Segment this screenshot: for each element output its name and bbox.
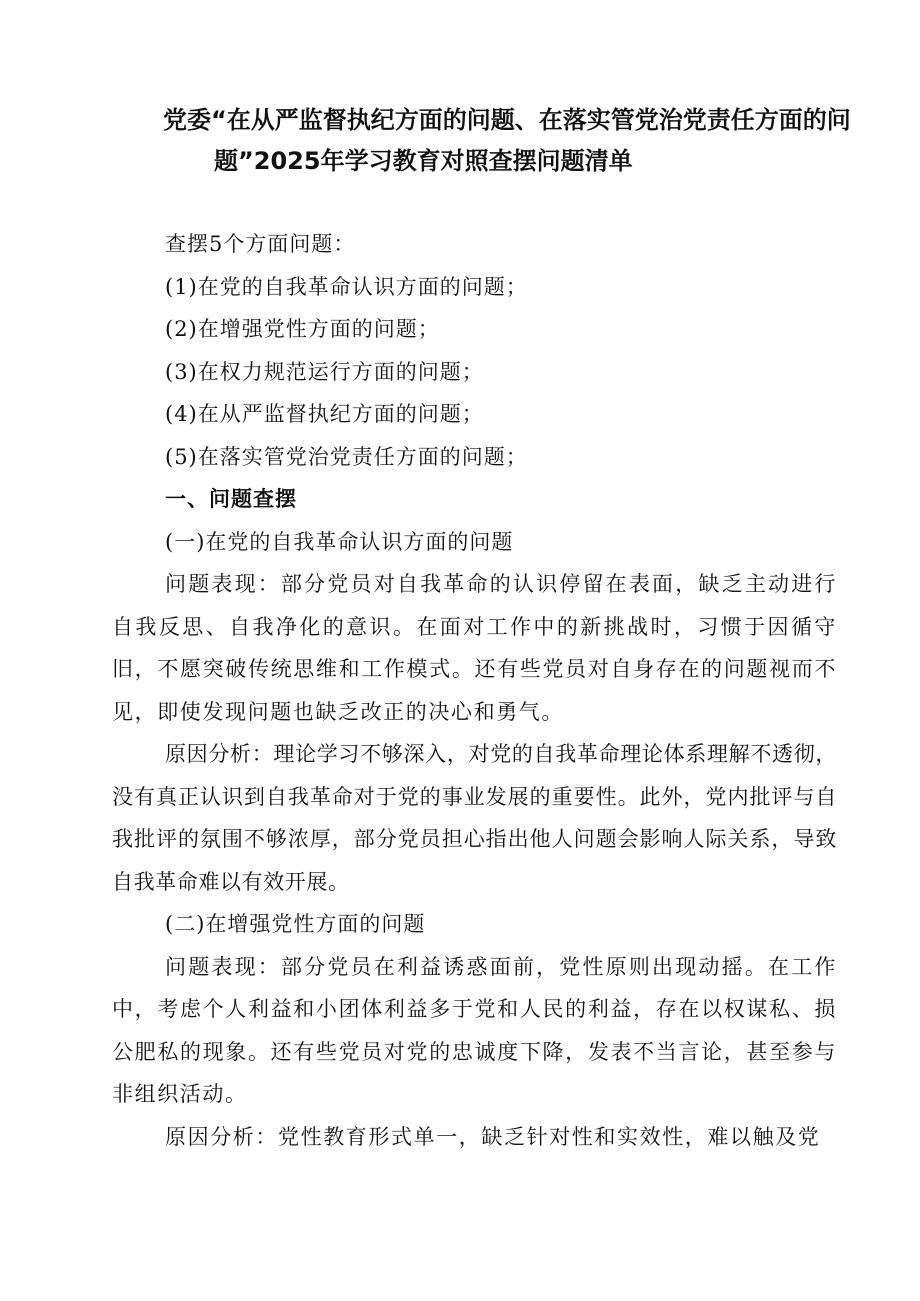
- cause-paragraph-2: 原因分析：党性教育形式单一，缺乏针对性和实效性，难以触及党: [165, 1124, 821, 1149]
- intro-text: 查摆5个方面问题：: [165, 232, 356, 256]
- document-body: [112, 223, 837, 1158]
- section-heading: 一、问题查摆: [165, 487, 297, 511]
- document-title: [163, 100, 853, 182]
- problem-paragraph-2: 问题表现：部分党员在利益诱惑面前，党性原则出现动摇。在工作中，考虑个人利益和小团体利益多于党和人民的利益，存在以权谋私、损公肥私的现象。还有些党员对党的忠诚度下降，发表不当言论，甚至参与非组织活动。: [112, 954, 837, 1106]
- title-line-1: 党委“在从严监督执纪方面的问题、在落实管党治党责任方面的问: [163, 106, 851, 134]
- aspect-item-2: (2)在增强党性方面的问题；: [165, 317, 440, 341]
- subsection-heading-2: (二)在增强党性方面的问题: [165, 912, 426, 936]
- title-line-2: 题”2025年学习教育对照查摆问题清单: [214, 147, 633, 175]
- cause-paragraph-1: 原因分析：理论学习不够深入，对党的自我革命理论体系理解不透彻，没有真正认识到自我革命对于党的事业发展的重要性。此外，党内批评与自我批评的氛围不够浓厚，部分党员担心指出他人问题会影响人际关系，导致自我革命难以有效开展。: [112, 742, 837, 894]
- aspect-item-5: (5)在落实管党治党责任方面的问题；: [165, 444, 528, 469]
- aspect-item-1: (1)在党的自我革命认识方面的问题；: [165, 274, 528, 299]
- aspect-item-4: (4)在从严监督执纪方面的问题；: [165, 402, 484, 426]
- aspect-item-3: (3)在权力规范运行方面的问题；: [165, 359, 484, 384]
- problem-paragraph-1: 问题表现：部分党员对自我革命的认识停留在表面，缺乏主动进行自我反思、自我净化的意识。在面对工作中的新挑战时，习惯于因循守旧，不愿突破传统思维和工作模式。还有些党员对自身存在的问题视而不见，即使发现问题也缺乏改正的决心和勇气。: [112, 572, 837, 724]
- subsection-heading-1: (一)在党的自我革命认识方面的问题: [165, 529, 514, 554]
